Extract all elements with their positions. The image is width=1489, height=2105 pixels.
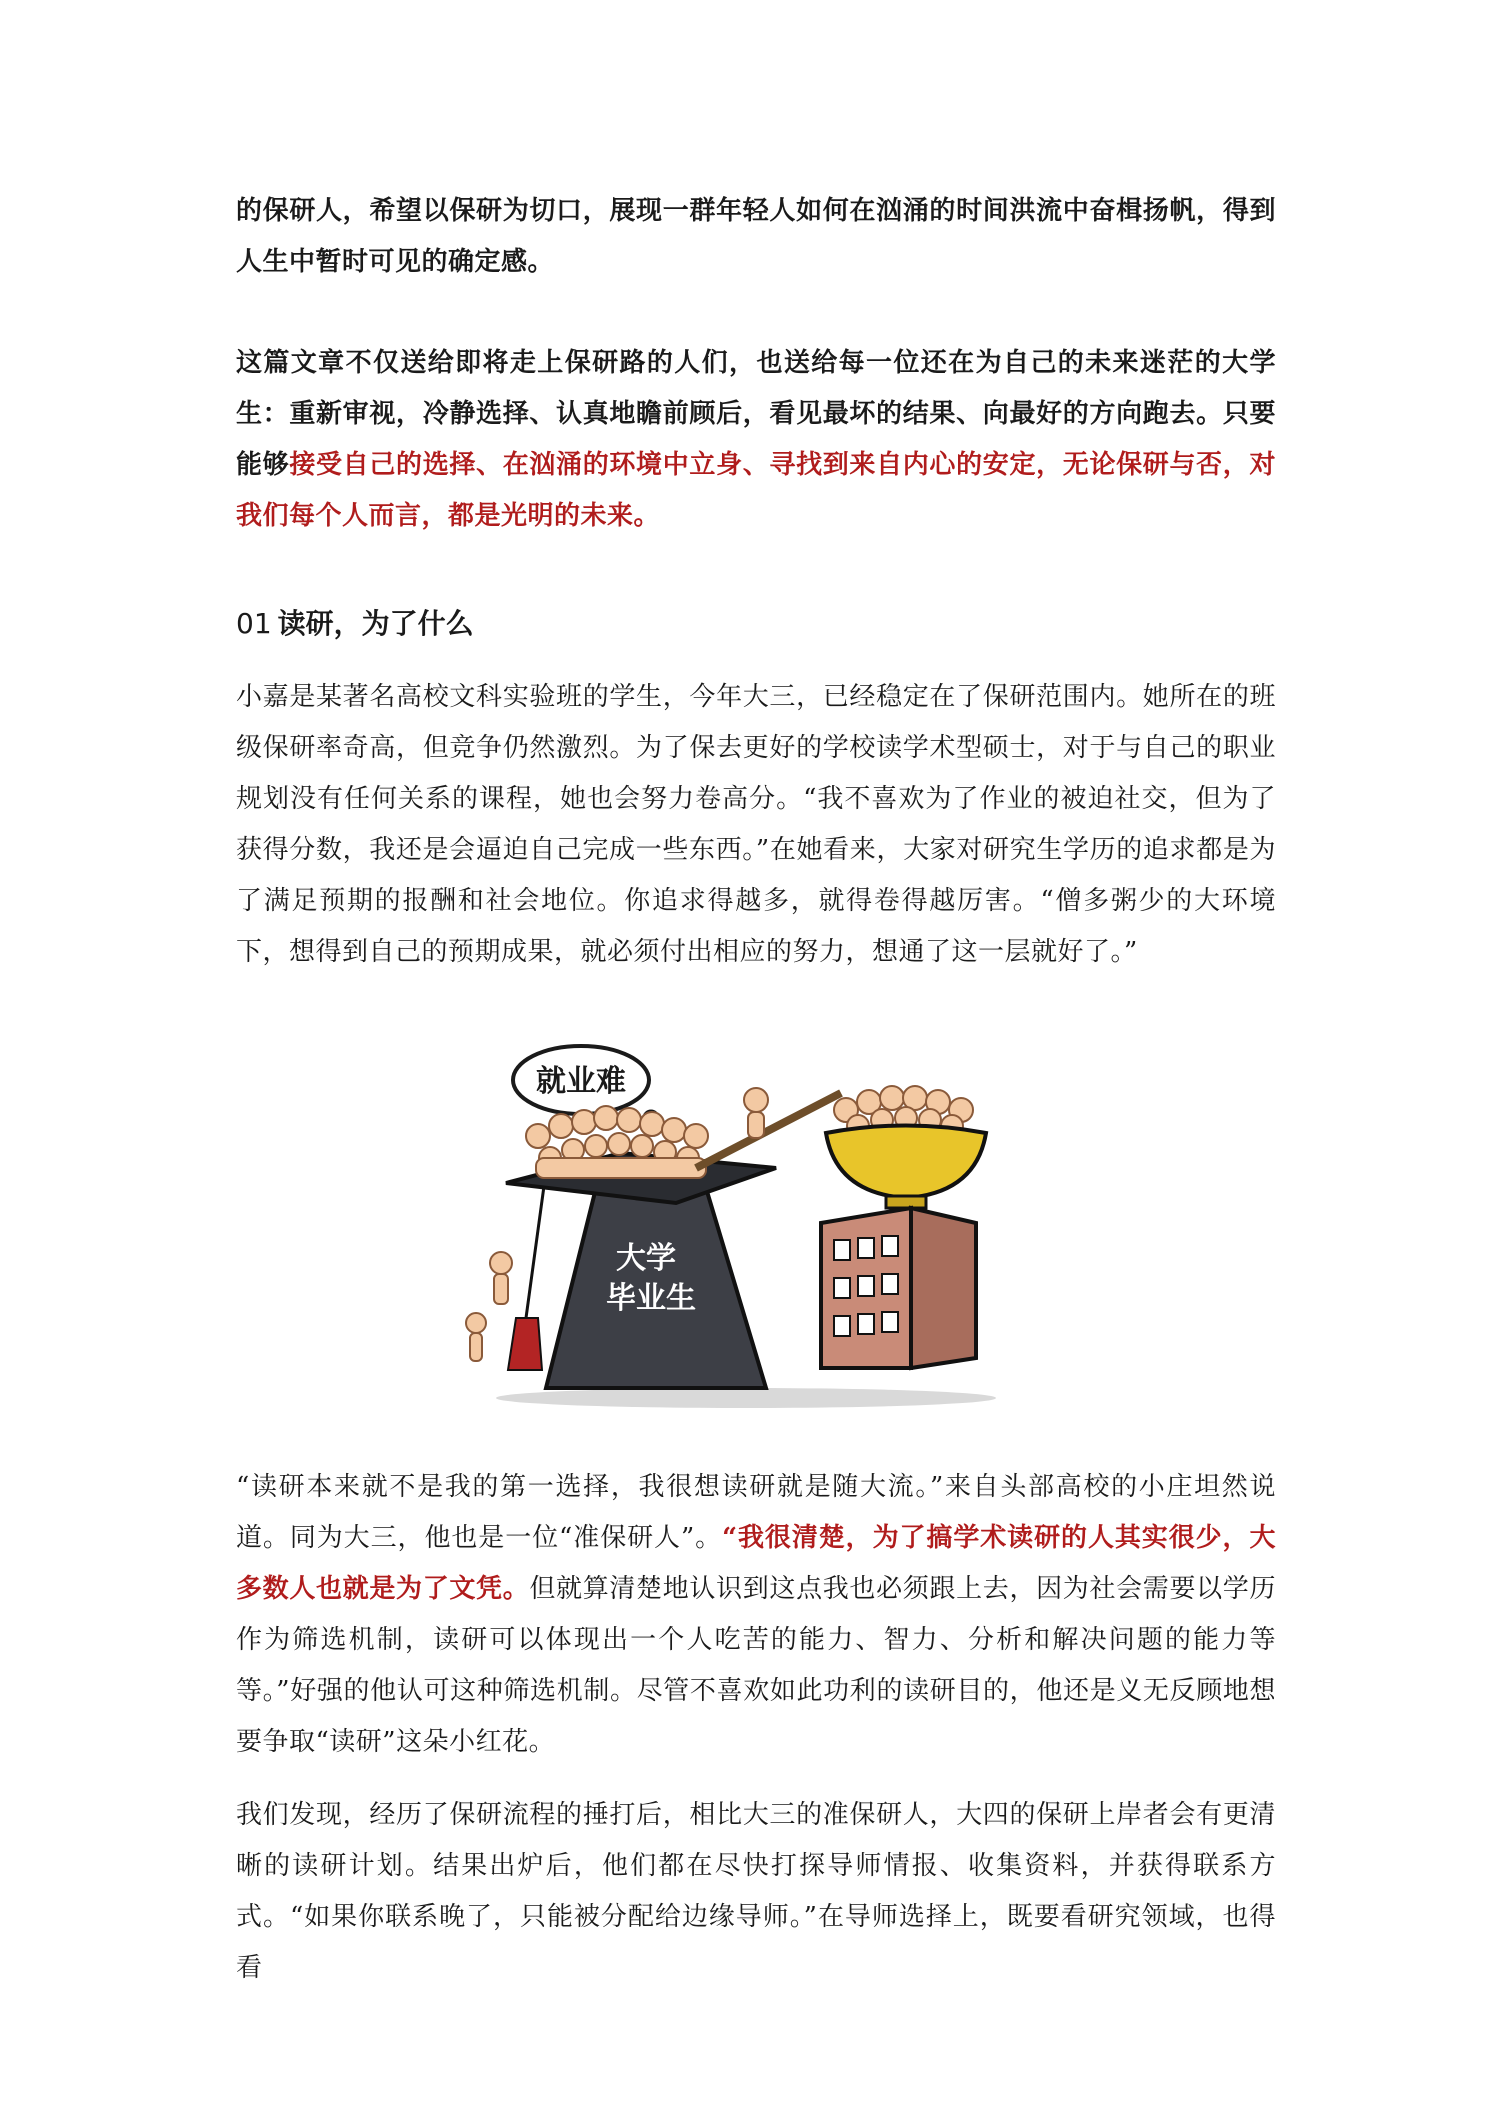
section-number: 01	[236, 607, 272, 640]
bubble-text: 就业难	[536, 1064, 626, 1099]
section-paragraph-1: 小嘉是某著名高校文科实验班的学生，今年大三，已经稳定在了保研范围内。她所在的班级保研率奇高，但竞争仍然激烈。为了保去更好的学校读学术型硕士，对于与自己的职业规划没有任何关系的课程，她也会努力卷高分。“我不喜欢为了作业的被迫社交，但为了获得分数，我还是会逼迫自己完成一些东西。”在她看来，大家对研究生学历的追求都是为了满足预期的报酬和社会地位。你追求得越多，就得卷得越厉害。“僧多粥少的大环境下，想得到自己的预期成果，就必须付出相应的努力，想通了这一层就好了。”	[236, 682, 1276, 967]
highlight-text: 接受自己的选择、在汹涌的环境中立身、寻找到来自内心的安定，无论保研与否，对我们每个人而言，都是光明的未来。	[236, 450, 1276, 531]
intro-paragraph-1: 的保研人，希望以保研为切口，展现一群年轻人如何在汹涌的时间洪流中奋楫扬帆，得到人生中暂时可见的确定感。	[236, 196, 1276, 277]
rice-bowl	[826, 1086, 986, 1208]
plank	[696, 1093, 841, 1168]
building	[821, 1208, 976, 1368]
cartoon-illustration	[446, 1018, 1066, 1418]
section-heading	[236, 604, 1276, 644]
article-body	[236, 186, 1276, 1994]
crowd-on-hat	[526, 1106, 708, 1178]
ground-shadow	[496, 1388, 996, 1408]
graduation-hat	[506, 1153, 776, 1388]
intro-paragraph-2: 这篇文章不仅送给即将走上保研路的人们，也送给每一位还在为自己的未来迷茫的大学生：重新审视，冷静选择、认真地瞻前顾后，看见最坏的结果、向最好的方向跑去。只要能够接受自己的选择、在汹涌的环境中立身、寻找到来自内心的安定，无论保研与否，对我们每个人而言，都是光明的未来。	[236, 348, 1276, 531]
hat-text-1: 大学	[616, 1241, 676, 1276]
section-title: 读研，为了什么	[277, 607, 474, 640]
small-people	[466, 1252, 512, 1361]
hat-text-2: 毕业生	[606, 1281, 696, 1316]
highlight-quote: “我很清楚，为了搞学术读研的人其实很少，大多数人也就是为了文凭。	[236, 1523, 1276, 1604]
climbing-person	[744, 1088, 768, 1138]
section-paragraph-2: “读研本来就不是我的第一选择，我很想读研就是随大流。”来自头部高校的小庄坦然说道。同为大三，他也是一位“准保研人”。“我很清楚，为了搞学术读研的人其实很少，大多数人也就是为了文凭。但就算清楚地认识到这点我也必须跟上去，因为社会需要以学历作为筛选机制，读研可以体现出一个人吃苦的能力、智力、分析和解决问题的能力等等。”好强的他认可这种筛选机制。尽管不喜欢如此功利的读研目的，他还是义无反顾地想要争取“读研”这朵小红花。	[236, 1472, 1276, 1757]
section-paragraph-3: 我们发现，经历了保研流程的捶打后，相比大三的准保研人，大四的保研上岸者会有更清晰的读研计划。结果出炉后，他们都在尽快打探导师情报、收集资料，并获得联系方式。“如果你联系晚了，只能被分配给边缘导师。”在导师选择上，既要看研究领域，也得看	[236, 1800, 1276, 1983]
